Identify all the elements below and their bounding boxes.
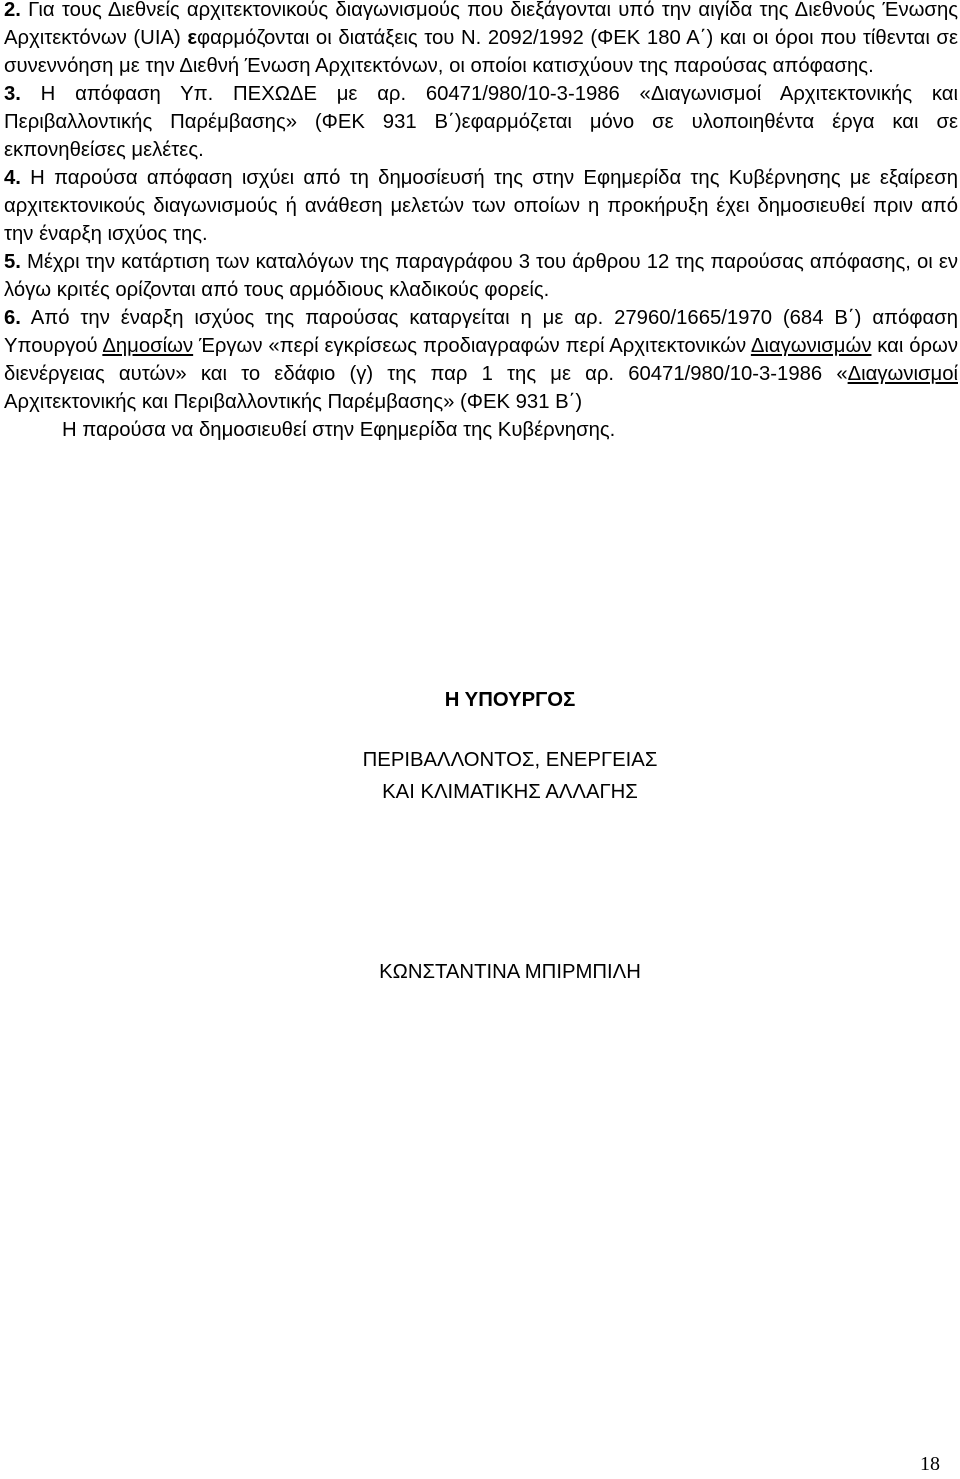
ministry-line-1: ΠΕΡΙΒΑΛΛΟΝΤΟΣ, ΕΝΕΡΓΕΙΑΣ (362, 749, 658, 771)
paragraph-number: 5. (4, 251, 21, 273)
signature-title: Η ΥΠΟΥΡΓΟΣ (444, 689, 576, 711)
paragraph-text: Για τους Διεθνείς αρχιτεκτονικούς διαγωνισμούς που διεξάγονται υπό την αιγίδα της Διεθνούς Ένωσης Αρχιτεκτόνων (UIA) (4, 0, 958, 49)
closing-statement: Η παρούσα να δημοσιευθεί στην Εφημερίδα της Κυβέρνησης. (62, 419, 616, 441)
paragraph-text: Από την έναρξη ισχύος της παρούσας καταργείται η με αρ. 27960/1665/1970 (684 Β΄) απόφαση Υπουργού (4, 307, 958, 357)
paragraph-text: και όρων διενέργειας αυτών» και το εδάφιο (γ) της παρ 1 της με αρ. 60471/980/10-3-1986 « (4, 335, 959, 385)
paragraph-text: Αρχιτεκτονικής και Περιβαλλοντικής Παρέμβασης» (ΦΕΚ 931 Β΄) (4, 391, 583, 413)
paragraph-5 (4, 248, 958, 304)
paragraph-6 (4, 304, 958, 416)
paragraph-text: Έργων «περί εγκρίσεως προδιαγραφών περί Αρχιτεκτονικών (193, 335, 751, 357)
document-body (4, 0, 958, 444)
paragraph-number: 3. (4, 83, 21, 105)
paragraph-3 (4, 80, 958, 164)
paragraph-text: Η παρούσα απόφαση ισχύει από τη δημοσίευσή της στην Εφημερίδα της Κυβέρνησης με εξαίρεση αρχιτεκτονικούς διαγωνισμούς ή ανάθεση μελετών των οποίων η προκήρυξη έχει δημοσιευθεί πριν από την έναρξη ισχύος της. (4, 167, 958, 245)
paragraph-text: Μέχρι την κατάρτιση των καταλόγων της παραγράφου 3 του άρθρου 12 της παρούσας απόφασης, οι εν λόγω κριτές ορίζονται από τους αρμόδιους κλαδικούς φορείς. (4, 251, 958, 301)
paragraph-text: Η απόφαση Υπ. ΠΕΧΩΔΕ με αρ. 60471/980/10-3-1986 «Διαγωνισμοί Αρχιτεκτονικής και Περιβαλλοντικής Παρέμβασης» (ΦΕΚ 931 Β΄)εφαρμόζεται μόνο σε υλοποιηθέντα έργα και σε εκπονηθείσες μελέτες. (4, 83, 958, 161)
paragraph-2 (4, 0, 958, 80)
paragraph-number: 6. (4, 307, 21, 329)
underlined-word: Διαγωνισμοί (847, 363, 958, 385)
paragraph-text: φαρμόζονται οι διατάξεις του Ν. 2092/1992 (ΦΕΚ 180 Α΄) και οι όροι που τίθενται σε συνεννόηση με την Διεθνή Ένωση Αρχιτεκτόνων, οι οποίοι κατισχύουν της παρούσας απόφασης. (4, 27, 958, 77)
paragraph-number: 4. (4, 167, 21, 189)
paragraph-text-bold-letter: ε (187, 27, 197, 49)
underlined-word: Διαγωνισμών (750, 335, 872, 357)
paragraph-4 (4, 164, 958, 248)
underlined-word: Δημοσίων (102, 335, 194, 357)
paragraph-number: 2. (4, 0, 21, 21)
ministry-line-2: ΚΑΙ ΚΛΙΜΑΤΙΚΗΣ ΑΛΛΑΓΗΣ (382, 781, 638, 803)
signature-ministry (0, 744, 960, 808)
page-number: 18 (920, 1453, 940, 1475)
signatory-name: ΚΩΝΣΤΑΝΤΙΝΑ ΜΠΙΡΜΠΙΛΗ (379, 961, 641, 983)
